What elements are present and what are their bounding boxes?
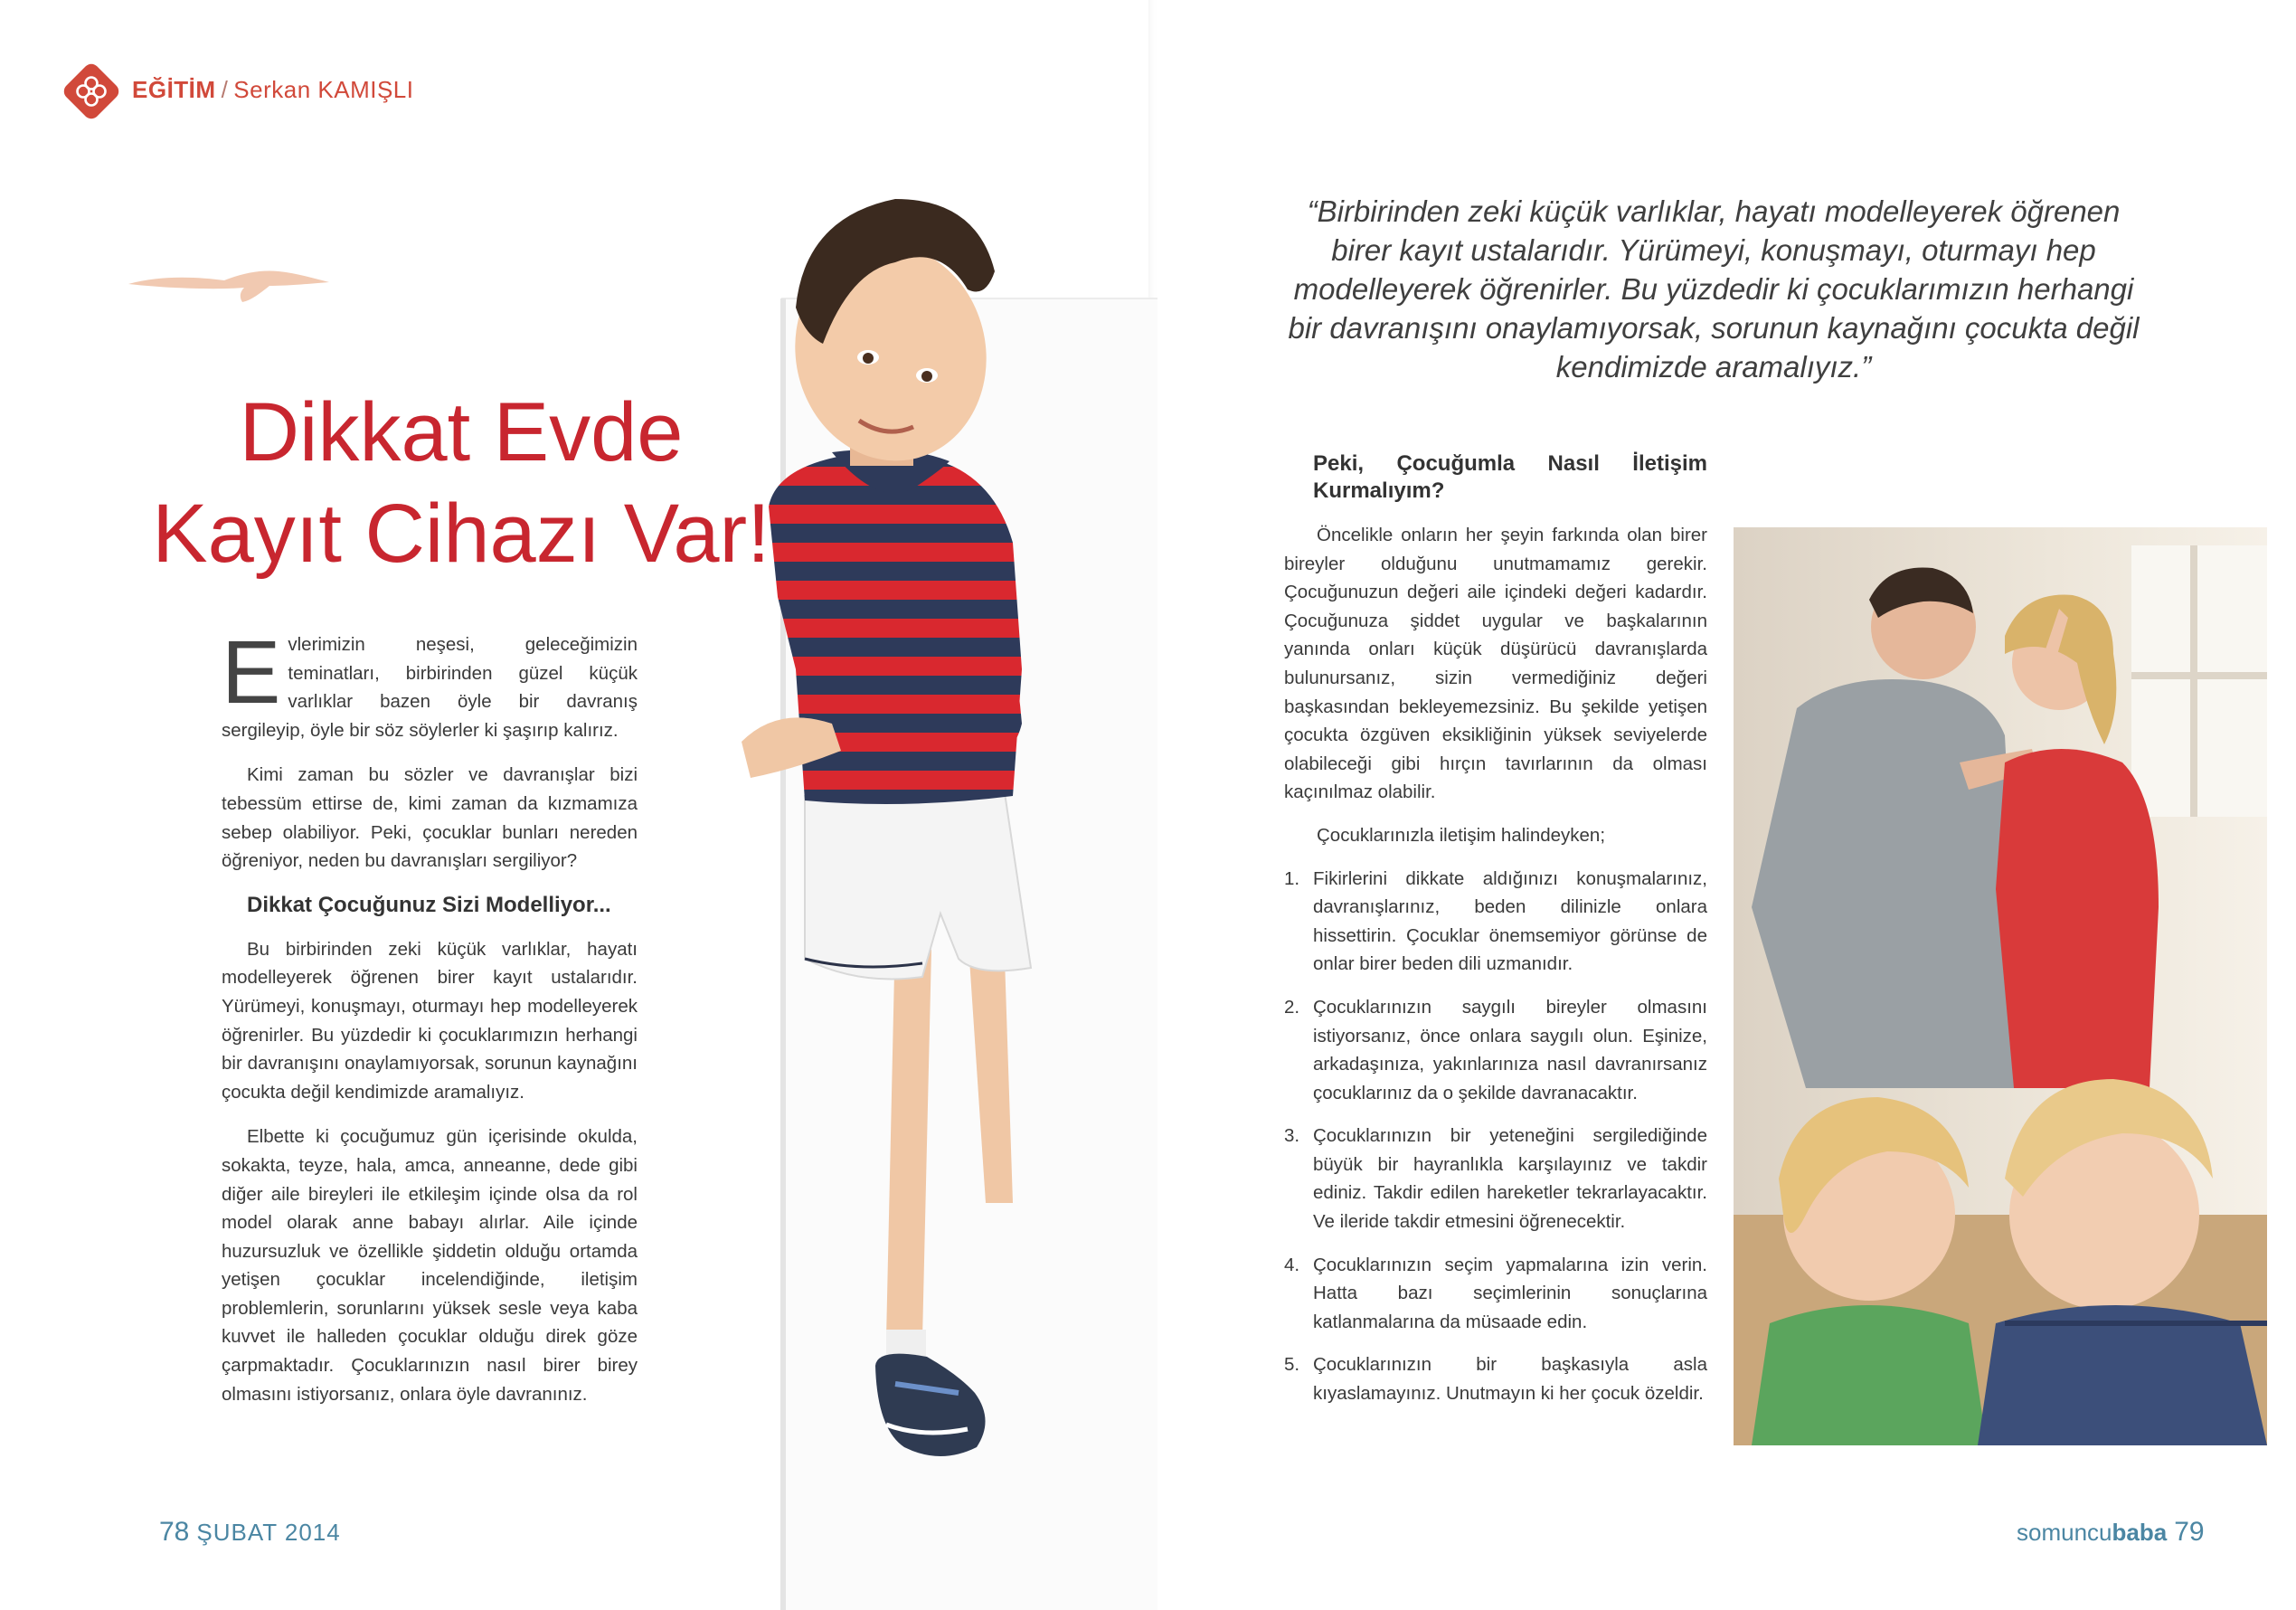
author-name: Serkan KAMIŞLI: [233, 76, 414, 103]
list-text: Çocuklarınızın bir başkasıyla asla kıyaslamayınız. Unutmayın ki her çocuk özeldir.: [1313, 1354, 1707, 1405]
issue-date: ŞUBAT 2014: [196, 1519, 341, 1546]
right-column: [1284, 450, 1707, 1423]
pull-quote: “Birbirinden zeki küçük varlıklar, hayatı modelleyerek öğrenen birer kayıt ustalarıdır. Yürümeyi, konuşmayı, oturmayı hep modelleyerek öğrenirler. Bu yüzdedir ki çocuklarımızın herhangi bir davranışını onaylamıyorsak, sorunun kaynağını çocukta değil kendimizde aramalıyız.”: [1288, 194, 2140, 384]
list-item: [1284, 1350, 1707, 1407]
list-number: 1.: [1284, 867, 1300, 889]
pointing-hand-decoration: [125, 260, 333, 306]
magazine-name-part-1: somuncu: [2017, 1519, 2112, 1546]
list-text: Çocuklarınızın seçim yapmalarına izin verin. Hatta bazı seçimlerinin sonuçlarına katlanmalarına da müsaade edin.: [1313, 1254, 1707, 1332]
tips-list: [1284, 865, 1707, 1408]
intro-paragraph: [222, 622, 638, 744]
right-paragraph-2: Çocuklarınızla iletişim halindeyken;: [1317, 824, 1606, 846]
left-column: [222, 622, 638, 1425]
article-title: [136, 382, 787, 584]
list-item: [1284, 993, 1707, 1107]
intro-text: vlerimizin neşesi, geleceğimizin teminatları, birbirinden güzel küçük varlıklar bazen öyle bir davranış sergileyip, öyle bir söz söylerler ki şaşırıp kalırız.: [222, 634, 638, 741]
left-folio: [159, 1517, 341, 1548]
left-subheading: Dikkat Çocuğunuz Sizi Modelliyor...: [247, 892, 611, 917]
right-folio: [2017, 1517, 2205, 1548]
left-paragraph-3: Bu birbirinden zeki küçük varlıklar, hayatı modelleyerek öğrenen birer kayıt ustalarıdır. Yürümeyi, konuşmayı, oturmayı hep modelleyerek öğrenirler. Bu yüzdedir ki çocuklarımızın herhangi bir davranışını onaylamıyorsak, sorunun kaynağını çocukta değil kendimizde aramalıyız.: [222, 938, 638, 1103]
list-number: 4.: [1284, 1254, 1300, 1275]
section-category: EĞİTİM: [132, 76, 216, 103]
list-text: Çocuklarınızın saygılı bireyler olmasını istiyorsanız, önce onlara saygılı olun. Eşinize, arkadaşınıza, yakınlarınıza nasıl davranırsanız çocuklarınız da o şekilde davranacaktır.: [1313, 996, 1707, 1103]
list-text: Fikirlerini dikkate aldığınızı konuşmalarınız, davranışlarınız, beden dilinizle onlara hissettirin. Çocuklar önemsemiyor görünse de onlar birer beden dili uzmanıdır.: [1313, 867, 1707, 975]
left-paragraph-2: Kimi zaman bu sözler ve davranışlar bizi tebessüm ettirse de, kimi zaman da kızmamıza sebep olabiliyor. Peki, çocuklar bunları nereden öğreniyor, neden bu davranışları sergiliyor?: [222, 764, 638, 872]
magazine-name-part-2: baba: [2112, 1519, 2168, 1546]
list-item: [1284, 1122, 1707, 1236]
drop-cap: E: [222, 622, 281, 722]
family-argument-photo: [1734, 527, 2267, 1445]
magazine-name: [2017, 1519, 2167, 1546]
left-paragraph-4: Elbette ki çocuğumuz gün içerisinde okulda, sokakta, teyze, hala, amca, anneanne, dede gibi diğer aile bireyleri ile etkileşim içinde olsa da rol model olarak anne babayı alırlar. Aile içinde huzursuzluk ve özellikle şiddetin olduğu ortamda yetişen çocuklar incelendiğinde, iletişim problemlerin, sorunlarını yüksek sesle veya kaba kuvvet ile halleden çocuklar olduğu direk göze çarpmaktadır. Çocuklarınızın nasıl birer birey olmasını istiyorsanız, onlara öyle davranınız.: [222, 1126, 638, 1405]
title-line-2: Kayıt Cihazı Var!: [152, 487, 770, 580]
list-text: Çocuklarınızın bir yeteneğini sergilediğinde büyük bir hayranlıkla karşılayınız ve takdir ediniz. Takdir edilen hareketler tekrarlayacaktır. Ve ileride takdir etmesini öğrenecektir.: [1313, 1125, 1707, 1233]
list-number: 5.: [1284, 1354, 1300, 1376]
list-number: 2.: [1284, 996, 1300, 1018]
left-page-number: 78: [159, 1517, 190, 1547]
list-item: [1284, 1251, 1707, 1337]
section-label: [132, 76, 414, 104]
boy-photo: [742, 163, 1157, 1610]
list-item: [1284, 865, 1707, 979]
list-number: 3.: [1284, 1125, 1300, 1147]
right-page-number: 79: [2174, 1517, 2205, 1547]
right-paragraph-1: Öncelikle onların her şeyin farkında olan birer bireyler olduğunu unutmamamız gerekir. Çocuğunuzun değeri aile içindeki değeri kadardır. Çocuğunuza şiddet uygular ve başkalarının yanında onları küçük düşürücü davranışlarda bulunursanız, sizin vermediğiniz değeri başkasından bekleyemezsiniz. Bu şekilde yetişen çocukta özgüven eksikliğinin yüksek seviyelerde olabileceği gibi hırçın tavırlarının da olması kaçınılmaz olabilir.: [1284, 525, 1707, 803]
right-subheading: Peki, Çocuğumla Nasıl İletişim Kurmalıyım?: [1313, 451, 1707, 503]
title-line-1: Dikkat Evde: [239, 385, 684, 478]
diamond-flower-icon: [60, 60, 123, 123]
section-separator: /: [221, 76, 229, 103]
